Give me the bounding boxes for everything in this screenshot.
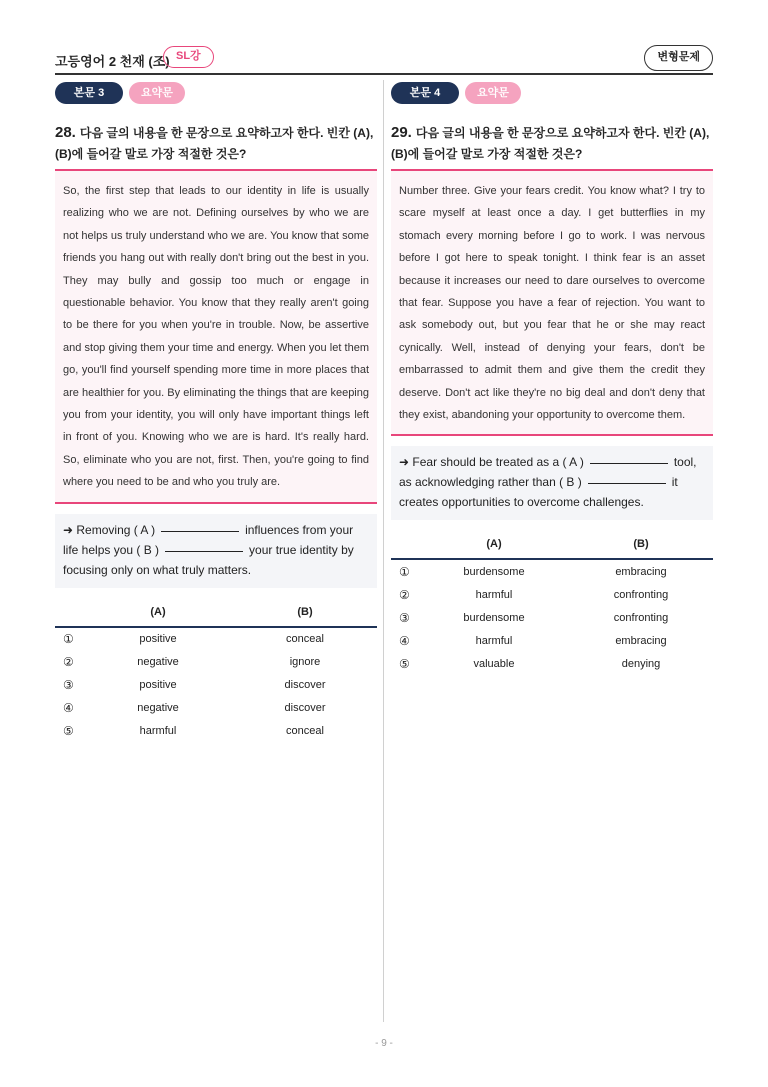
option-a-value: harmful	[475, 588, 513, 601]
question-text: 다음 글의 내용을 한 문장으로 요약하고자 한다. 빈칸 (A), (B)에 들어갈 말로 가장 적절한 것은?	[391, 126, 710, 161]
option-number: ②	[63, 655, 74, 670]
answer-option-2[interactable]	[391, 583, 713, 606]
option-b-value: conceal	[286, 725, 324, 738]
option-a-value: burdensome	[463, 565, 525, 578]
question-28-column	[55, 82, 377, 743]
question-text: 다음 글의 내용을 한 문장으로 요약하고자 한다. 빈칸 (A), (B)에 들어갈 말로 가장 적절한 것은?	[55, 126, 374, 161]
summary-part-2: tool, as acknowledging rather than ( B )	[399, 455, 697, 490]
summary-part-3: it creates opportunities to overcome challenges.	[399, 475, 678, 510]
option-number: ③	[399, 610, 410, 625]
answer-table-header	[55, 598, 377, 628]
lesson-badge: SL강	[163, 46, 214, 68]
question-29-column	[391, 82, 713, 675]
column-b-header: (B)	[633, 538, 649, 551]
summary-box	[391, 446, 713, 520]
passage-tag: 본문 3	[55, 82, 123, 104]
question-prompt	[55, 122, 377, 171]
option-a-value: positive	[139, 679, 177, 692]
option-a-value: harmful	[139, 725, 177, 738]
question-prompt	[391, 122, 713, 171]
type-tag: 요약문	[465, 82, 521, 104]
option-b-value: confronting	[613, 588, 669, 601]
option-a-value: harmful	[475, 634, 513, 647]
option-number: ①	[63, 632, 74, 647]
answer-option-5[interactable]	[391, 652, 713, 675]
summary-part-2: influences from your life helps you ( B )	[63, 522, 354, 557]
page-header	[55, 45, 713, 75]
option-a-value: burdensome	[463, 611, 525, 624]
option-b-value: confronting	[613, 611, 669, 624]
question-number: 29.	[391, 124, 412, 141]
answer-table	[391, 530, 713, 675]
summary-part-3: your true identity by focusing only on what truly matters.	[63, 542, 354, 577]
tag-group	[391, 82, 713, 104]
option-number: ③	[63, 678, 74, 693]
blank-b	[588, 483, 666, 484]
option-number: ④	[63, 701, 74, 716]
answer-table-header	[391, 530, 713, 560]
option-b-value: embracing	[615, 565, 667, 578]
passage-tag: 본문 4	[391, 82, 459, 104]
blank-a	[590, 463, 668, 464]
answer-option-4[interactable]	[391, 629, 713, 652]
column-divider	[383, 80, 384, 1022]
summary-part-1: ➜ Fear should be treated as a ( A )	[399, 455, 584, 470]
column-a-header: (A)	[486, 538, 502, 551]
tag-group	[55, 82, 377, 104]
option-b-value: embracing	[615, 634, 667, 647]
answer-option-3[interactable]	[55, 674, 377, 697]
blank-b	[165, 551, 243, 552]
summary-box	[55, 514, 377, 588]
option-number: ⑤	[63, 724, 74, 739]
option-number: ②	[399, 587, 410, 602]
book-title: 고등영어 2 천재 (조)	[55, 54, 170, 69]
passage-text: Number three. Give your fears credit. You know what? I try to scare myself at least once a day. I get butterflies in my stomach every morning before I go to work. I was nervous before I got here to speak tonight. I think fear is an asset because it increases our need to dare ourselves to overcome that fear. Suppose you have a fear of rejection. You want to ask somebody out, but you fear that he or she may react cynically. Well, instead of denying your fears, don't be embarrassed to admit them and give them the credit they deserve. Don't act like they're no big deal and don't deny that they exist, abandoning your opportunity to overcome them.	[391, 171, 713, 436]
summary-part-1: ➜ Removing ( A )	[63, 522, 156, 537]
answer-option-2[interactable]	[55, 651, 377, 674]
option-b-value: discover	[284, 702, 326, 715]
passage-text: So, the first step that leads to our identity in life is usually realizing who we are not. Defining ourselves by who we are not helps us truly understand who we are. You know that some friends you hang out with really don't bring out the best in you. They may bully and gossip too much or engage in questionable behavior. You know that they really aren't going to be there for you when you're in trouble. Now, be assertive and stop giving them your time and energy. When you let them go, you'll find yourself spending more time in more places that are healthier for you. By eliminating the things that are keeping you from your identity, you will only have important things left in front of you. Knowing who we are is hard. It's really hard. So, eliminate who you are not, first. Then, you're going to find where you need to be and who you truly are.	[55, 171, 377, 504]
option-b-value: discover	[284, 679, 326, 692]
option-number: ⑤	[399, 656, 410, 671]
option-number: ④	[399, 633, 410, 648]
answer-option-5[interactable]	[55, 720, 377, 743]
page-number: - 9 -	[375, 1038, 393, 1049]
answer-option-1[interactable]	[391, 560, 713, 583]
option-a-value: negative	[137, 702, 179, 715]
answer-option-1[interactable]	[55, 628, 377, 651]
option-b-value: ignore	[289, 656, 321, 669]
option-b-value: denying	[621, 657, 661, 670]
option-b-value: conceal	[286, 633, 324, 646]
answer-option-3[interactable]	[391, 606, 713, 629]
answer-table	[55, 598, 377, 743]
option-a-value: valuable	[473, 657, 515, 670]
option-number: ①	[399, 564, 410, 579]
column-a-header: (A)	[150, 605, 166, 618]
option-a-value: positive	[139, 633, 177, 646]
option-a-value: negative	[137, 656, 179, 669]
section-badge: 변형문제	[644, 45, 713, 71]
question-number: 28.	[55, 124, 76, 141]
type-tag: 요약문	[129, 82, 185, 104]
answer-option-4[interactable]	[55, 697, 377, 720]
column-b-header: (B)	[297, 605, 313, 618]
blank-a	[161, 531, 239, 532]
